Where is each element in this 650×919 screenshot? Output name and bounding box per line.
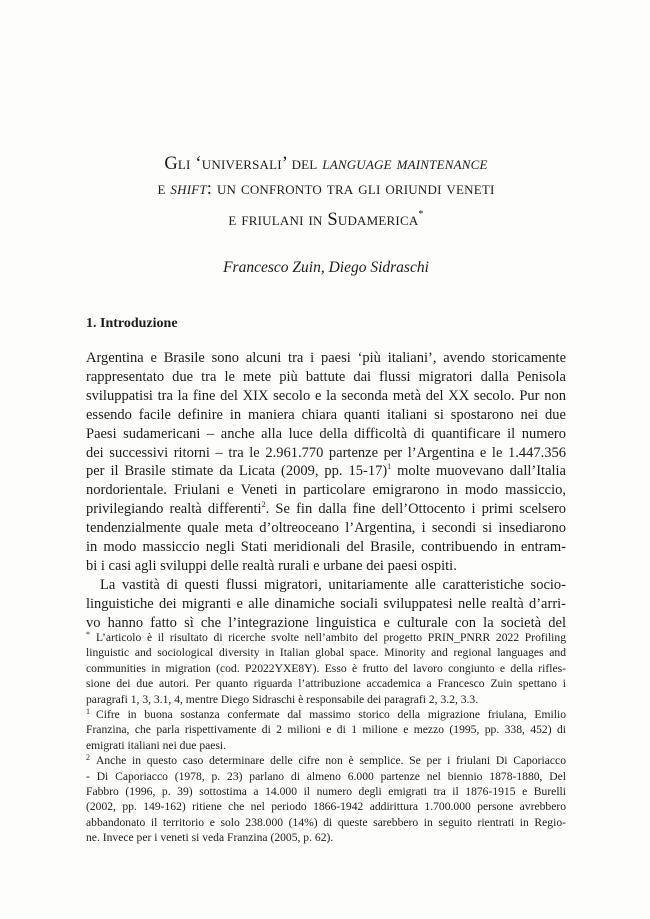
footnote-line: (2002, pp. 149-162) ritiene che nel periodo 1866-1942 addirittura 1.700.000 persone avrebbero [86,800,566,814]
footnote-line: paragrafi 1, 3, 3.1, 4, mentre Diego Sidraschi è responsabile dei paragrafi 2, 3.2, 3.3. [86,692,479,706]
footnote-line: abbandonato il territorio e solo 238.000 (14%) di queste sarebbero in seguito rientrati in Regio- [86,815,566,829]
footnote-line: Fabbro (1996, p. 39) sottostima a 14.000 il numero degli emigrati tra il 1876-1915 e Burelli [86,785,566,799]
title-line-3 [86,202,566,233]
title-line-2 [86,177,566,202]
title-italic-text: shift [170,179,207,199]
title-text: : un confronto tra gli oriundi veneti [206,179,495,199]
body-line: sviluppatisi tra la fine del XIX secolo e la seconda metà del XX secolo. Pur non [86,387,566,404]
body-text-segment: . Se fin dalla fine dell’Ottocento i primi scelsero [265,501,566,518]
body-text-segment: privilegiando realtà differenti [86,501,262,518]
title-footnote-mark: * [418,209,424,220]
title-line-1 [86,152,566,177]
footnote-ref[interactable]: 2 [261,500,266,510]
footnote-line: emigrati italiani nei due paesi. [86,738,227,752]
footnote-line: sione dei due autori. Per quanto riguarda l’attribuzione accademica a Francesco Zuin spettano i [86,677,566,691]
body-line: linguistiche dei migranti e alle dinamiche sociali sviluppatesi nelle realtà d’arri- [86,595,566,612]
authors: Francesco Zuin, Diego Sidraschi [223,259,429,276]
footnote-line: * L’articolo è il risultato di ricerche svolte nell’ambito del progetto PRIN_PNRR 2022 Profiling [86,630,566,644]
body-line: vo hanno fatto sì che l’integrazione linguistica e culturale con la società del [86,614,566,631]
body-text-segment: molte muovevano dall’Italia [391,463,566,480]
footnote-ref[interactable]: 1 [387,462,392,472]
body-line [86,462,566,481]
title-text: e [157,179,171,199]
body-text-segment: per il Brasile stimate da Licata (2009, pp. 15-17) [86,463,388,480]
footnotes [86,630,566,846]
body-paragraphs [86,349,566,633]
article-title [86,152,566,233]
body-line: Paesi sudamericani – anche alla luce della difficoltà di quantificare il numero [86,425,566,442]
footnote-line: Franzina, che parla rispettivamente di 2 milioni e di 1 milione e mezzo (1995, pp. 338, 452) di [86,723,566,737]
section-heading: 1. Introduzione [86,316,178,331]
footnote-line: ne. Invece per i veneti si veda Franzina (2005, p. 62). [86,831,334,845]
footnote-line: linguistic and sociological diversity in Italian global space. Minority and regional languages and [86,646,566,660]
body-line [86,500,566,519]
footnote-line: 1 Cifre in buona sostanza confermate dal massimo storico della migrazione friulana, Emilio [86,707,566,722]
footnote-line: communities in migration (cod. P2022YXE8Y). Esso è frutto del lavoro congiunto e della rifles- [86,661,566,675]
body-line: rappresentato due tra le mete più battute dai flussi migratori dalla Penisola [86,368,566,385]
footnote-line: - Di Caporiacco (1978, p. 23) parlano di almeno 6.000 partenze nel biennio 1878-1880, Del [86,769,566,783]
body-line: tendenzialmente quale meta d’oltreoceano l’Argentina, i secondi si insediarono [86,520,566,537]
footnote-text: Cifre in buona sostanza confermate dal massimo storico della migrazione friulana, Emilio [96,708,566,722]
body-line: La vastità di questi flussi migratori, unitariamente alle caratteristiche socio- [100,576,566,593]
body-line: dei successivi ritorni – tra le 2.961.770 partenze per l’Argentina e le 1.447.356 [86,444,566,461]
title-text: Gli ‘universali’ del [164,154,323,174]
footnote-2 [86,753,566,845]
body-line: Argentina e Brasile sono alcuni tra i paesi ‘più italiani’, avendo storicamente [86,350,566,366]
footnote-text: L’articolo è il risultato di ricerche svolte nell’ambito del progetto PRIN_PNRR 2022 Profiling [96,631,566,644]
title-italic-text: language maintenance [322,154,488,174]
footnote-1 [86,707,566,753]
footnote-text: Anche in questo caso determinare delle cifre non è semplice. Se per i friulani Di Caporiacco [96,754,566,768]
footnote-line: 2 Anche in questo caso determinare delle cifre non è semplice. Se per i friulani Di Caporiacco [86,753,566,768]
footnote-star [86,630,566,707]
body-line: essendo facile definire in maniera chiara quanti italiani si spostarono nei due [86,406,566,423]
title-text: e friulani in Sudamerica [228,210,419,230]
body-line: in modo massiccio negli Stati meridionali del Brasile, contribuendo in entram- [86,539,566,556]
body-line: nordorientale. Friulani e Veneti in particolare emigrarono in modo massiccio, [86,482,566,499]
body-line: bi i casi agli sviluppi delle realtà rurali e urbane dei paesi ospiti. [86,557,457,574]
